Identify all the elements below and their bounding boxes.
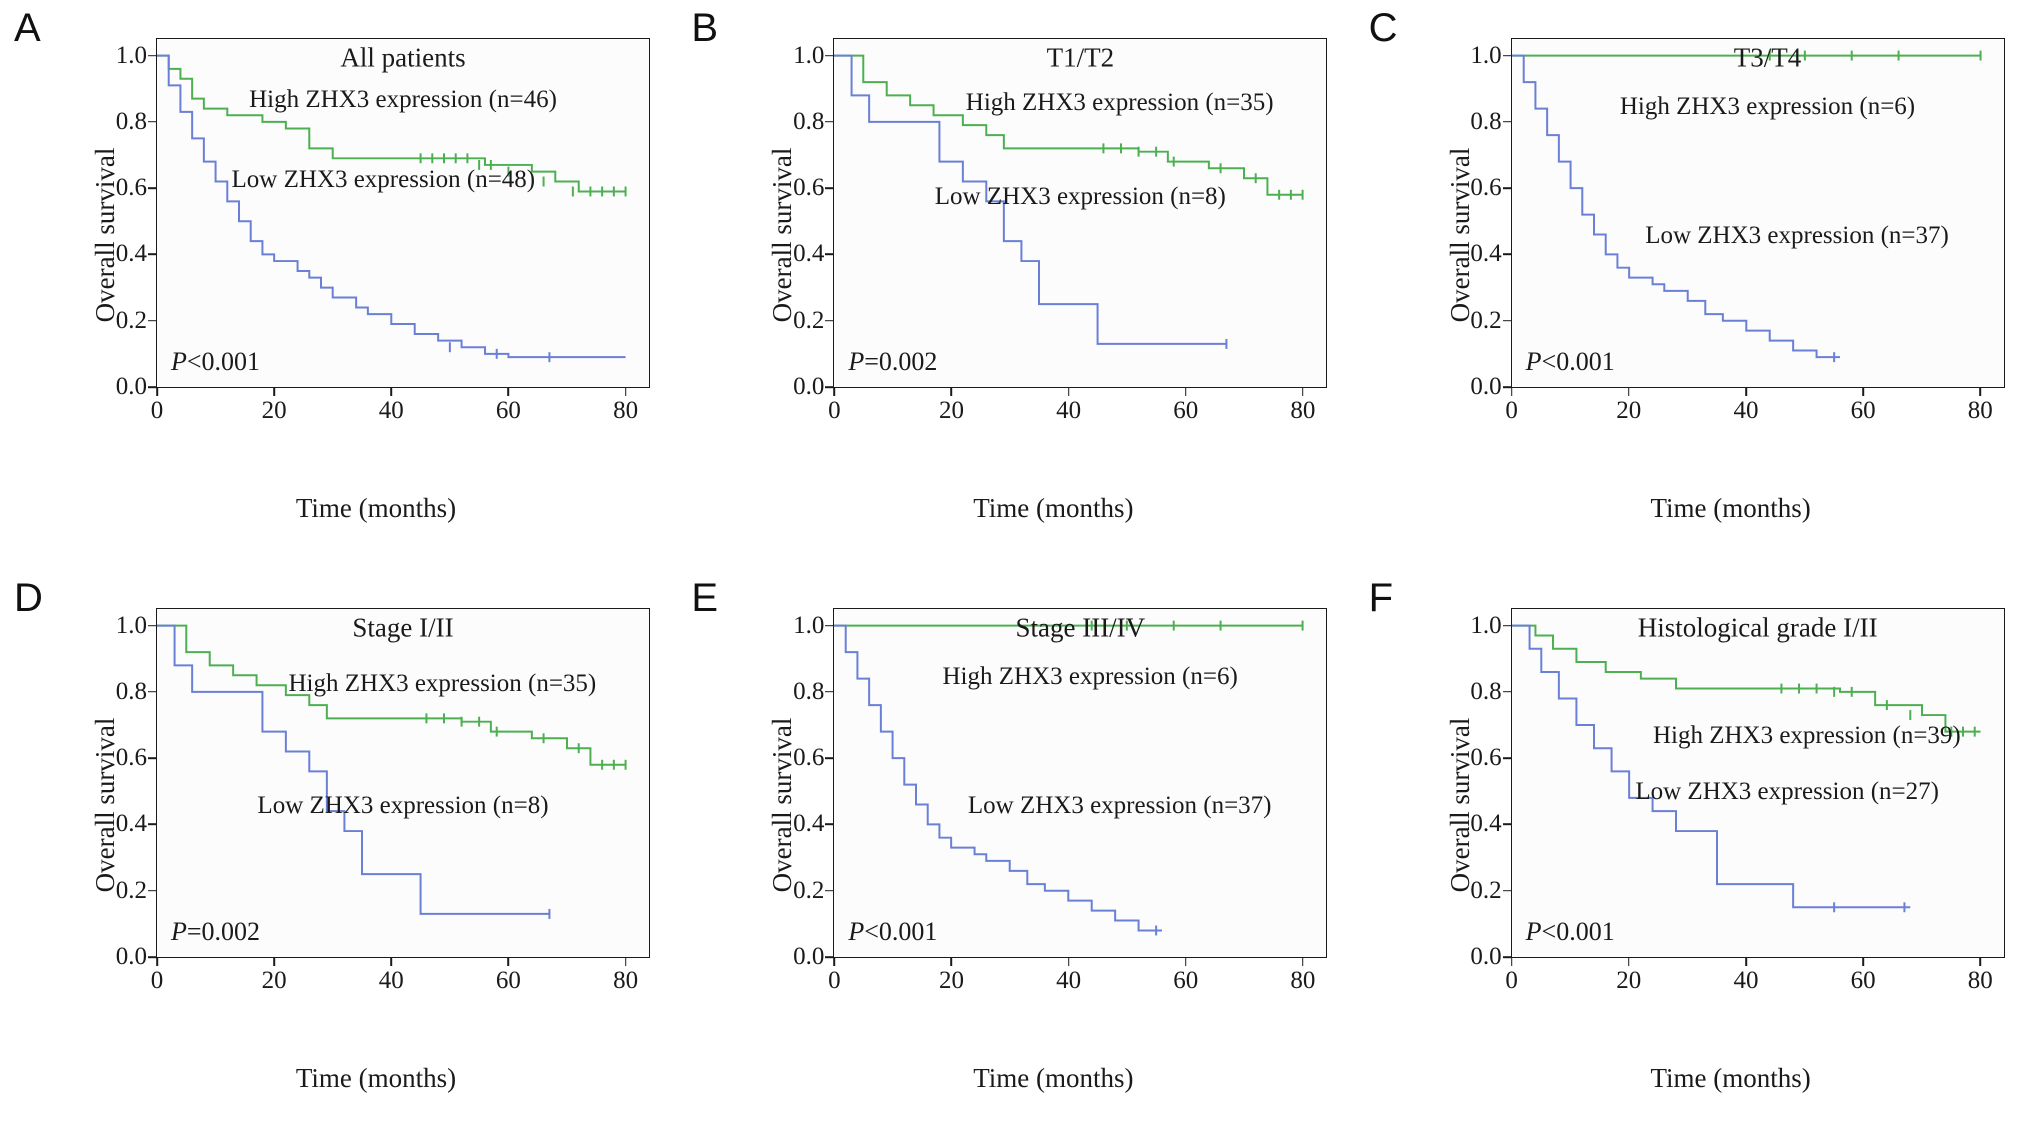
x-tick-mark bbox=[1628, 387, 1630, 396]
x-tick-mark bbox=[1628, 957, 1630, 966]
y-tick-mark bbox=[148, 757, 157, 759]
high-expression-label: High ZHX3 expression (n=46) bbox=[249, 85, 557, 113]
x-tick-label: 0 bbox=[1505, 397, 1518, 424]
plot-frame bbox=[1470, 608, 2005, 994]
x-tick-mark bbox=[951, 387, 953, 396]
plot-c bbox=[1444, 30, 2011, 523]
low-expression-label: Low ZHX3 expression (n=37) bbox=[967, 791, 1272, 819]
low-expression-curve bbox=[157, 626, 549, 914]
low-expression-label: Low ZHX3 expression (n=8) bbox=[934, 183, 1226, 211]
panel-title: Histological grade I/II bbox=[1637, 612, 1878, 643]
x-tick-label: 60 bbox=[495, 397, 521, 424]
y-tick-mark bbox=[825, 320, 834, 322]
y-tick-label: 0.6 bbox=[115, 174, 147, 202]
y-tick-label: 0.2 bbox=[115, 306, 147, 334]
y-tick-label: 0.6 bbox=[1470, 174, 1502, 202]
y-tick-mark bbox=[1503, 55, 1512, 57]
y-tick-label: 1.0 bbox=[115, 41, 147, 69]
panel-e bbox=[677, 570, 1354, 1140]
y-tick-label: 0.4 bbox=[1470, 240, 1502, 268]
plot-frame bbox=[115, 608, 650, 994]
x-tick-mark bbox=[156, 387, 158, 396]
y-tick-label: 0.8 bbox=[793, 677, 825, 705]
x-tick-mark bbox=[273, 387, 275, 396]
y-tick-label: 1.0 bbox=[1470, 41, 1502, 69]
y-tick-mark bbox=[825, 890, 834, 892]
x-tick-mark bbox=[1862, 387, 1864, 396]
plot-frame bbox=[1470, 38, 2005, 424]
panel-c bbox=[1355, 0, 2032, 570]
p-value-label: P=0.002 bbox=[848, 347, 938, 376]
y-tick-mark bbox=[148, 55, 157, 57]
x-tick-mark bbox=[508, 957, 510, 966]
x-tick-label: 40 bbox=[1056, 397, 1082, 424]
plot-b bbox=[767, 30, 1333, 523]
y-tick-mark bbox=[148, 187, 157, 189]
y-tick-mark bbox=[1503, 757, 1512, 759]
x-tick-mark bbox=[156, 957, 158, 966]
panel-letter-c: C bbox=[1368, 6, 1398, 50]
x-tick-label: 80 bbox=[1967, 397, 1993, 424]
x-tick-label: 0 bbox=[150, 397, 164, 424]
y-tick-label: 0.0 bbox=[115, 943, 147, 970]
y-tick-mark bbox=[825, 824, 834, 826]
panel-title: T1/T2 bbox=[1046, 42, 1115, 73]
panel-a bbox=[0, 0, 677, 570]
plot-frame bbox=[793, 38, 1327, 424]
x-tick-label: 60 bbox=[495, 967, 521, 994]
y-tick-label: 0.4 bbox=[793, 240, 825, 268]
y-tick-label: 0.2 bbox=[1470, 876, 1502, 904]
high-expression-curve bbox=[834, 56, 1303, 195]
y-axis-label: Overall survival bbox=[767, 717, 798, 893]
plot-a bbox=[89, 30, 656, 523]
plot-f bbox=[1444, 600, 2011, 1093]
low-expression-label: Low ZHX3 expression (n=8) bbox=[257, 791, 549, 819]
x-tick-label: 80 bbox=[1290, 397, 1316, 424]
panel-title: Stage I/II bbox=[352, 612, 454, 643]
low-expression-label: Low ZHX3 expression (n=27) bbox=[1635, 777, 1939, 805]
x-tick-label: 0 bbox=[828, 967, 841, 994]
panel-letter-f: F bbox=[1368, 576, 1394, 620]
p-value-label: P<0.001 bbox=[848, 917, 938, 946]
y-tick-label: 0.6 bbox=[793, 174, 825, 202]
y-tick-mark bbox=[825, 121, 834, 123]
x-tick-label: 0 bbox=[828, 397, 841, 424]
y-tick-label: 0.2 bbox=[1470, 306, 1502, 334]
high-expression-label: High ZHX3 expression (n=39) bbox=[1652, 722, 1961, 750]
x-tick-label: 40 bbox=[378, 967, 404, 994]
x-axis-label: Time (months) bbox=[973, 1063, 1134, 1093]
x-tick-mark bbox=[834, 387, 836, 396]
x-tick-mark bbox=[1185, 387, 1187, 396]
survival-curves bbox=[157, 609, 649, 957]
low-expression-label: Low ZHX3 expression (n=48) bbox=[231, 165, 536, 193]
y-tick-label: 0.6 bbox=[793, 744, 825, 772]
y-axis-label: Overall survival bbox=[89, 717, 120, 893]
x-tick-label: 20 bbox=[1616, 397, 1642, 424]
y-tick-mark bbox=[148, 625, 157, 627]
y-tick-mark bbox=[1503, 824, 1512, 826]
y-axis-label: Overall survival bbox=[89, 147, 120, 323]
y-tick-mark bbox=[825, 757, 834, 759]
p-value-label: P<0.001 bbox=[1525, 917, 1615, 946]
y-tick-label: 0.0 bbox=[1470, 943, 1502, 970]
x-tick-mark bbox=[508, 387, 510, 396]
x-tick-mark bbox=[1068, 957, 1070, 966]
x-tick-mark bbox=[1185, 957, 1187, 966]
x-tick-mark bbox=[1979, 387, 1981, 396]
y-tick-label: 0.0 bbox=[1470, 373, 1502, 400]
high-expression-label: High ZHX3 expression (n=6) bbox=[1619, 92, 1916, 120]
x-tick-mark bbox=[834, 957, 836, 966]
x-tick-label: 40 bbox=[1056, 967, 1082, 994]
x-tick-label: 80 bbox=[613, 967, 639, 994]
x-tick-mark bbox=[951, 957, 953, 966]
y-tick-mark bbox=[148, 320, 157, 322]
survival-curves bbox=[1512, 39, 2004, 387]
x-axis-label: Time (months) bbox=[973, 493, 1134, 523]
panel-title: Stage III/IV bbox=[1015, 612, 1146, 643]
y-tick-label: 0.2 bbox=[115, 876, 147, 904]
survival-curves bbox=[834, 609, 1326, 957]
p-value-label: P=0.002 bbox=[171, 917, 261, 946]
x-tick-mark bbox=[625, 957, 627, 966]
x-tick-label: 20 bbox=[938, 397, 964, 424]
y-tick-label: 0.8 bbox=[1470, 107, 1502, 135]
y-tick-label: 0.6 bbox=[1470, 744, 1502, 772]
panel-b bbox=[677, 0, 1354, 570]
low-expression-label: Low ZHX3 expression (n=37) bbox=[1645, 221, 1949, 249]
panel-title: T3/T4 bbox=[1733, 42, 1802, 73]
panel-letter-a: A bbox=[14, 6, 41, 50]
x-axis-label: Time (months) bbox=[1650, 1063, 1811, 1093]
plot-frame bbox=[115, 38, 650, 424]
panel-letter-e: E bbox=[691, 576, 719, 620]
plot-e bbox=[767, 600, 1333, 1093]
panel-d bbox=[0, 570, 677, 1140]
y-axis-label: Overall survival bbox=[1444, 717, 1475, 893]
y-tick-mark bbox=[1503, 691, 1512, 693]
x-axis-label: Time (months) bbox=[295, 493, 457, 523]
y-tick-label: 0.0 bbox=[115, 373, 147, 400]
x-tick-mark bbox=[1511, 387, 1513, 396]
x-tick-label: 40 bbox=[1733, 397, 1759, 424]
y-tick-label: 0.4 bbox=[793, 810, 825, 838]
y-tick-mark bbox=[825, 254, 834, 256]
high-expression-label: High ZHX3 expression (n=35) bbox=[965, 89, 1274, 117]
x-tick-label: 0 bbox=[1505, 967, 1518, 994]
p-value-label: P<0.001 bbox=[171, 347, 261, 376]
x-tick-label: 20 bbox=[261, 967, 287, 994]
x-axis-label: Time (months) bbox=[1650, 493, 1811, 523]
x-tick-label: 60 bbox=[1173, 967, 1199, 994]
x-tick-label: 20 bbox=[261, 397, 287, 424]
y-tick-label: 1.0 bbox=[793, 611, 825, 639]
y-tick-mark bbox=[1503, 625, 1512, 627]
y-tick-label: 1.0 bbox=[793, 41, 825, 69]
x-tick-mark bbox=[1862, 957, 1864, 966]
y-tick-mark bbox=[148, 254, 157, 256]
y-tick-label: 0.8 bbox=[115, 107, 147, 135]
x-tick-mark bbox=[1979, 957, 1981, 966]
plot-d bbox=[89, 600, 656, 1093]
x-tick-label: 80 bbox=[613, 397, 639, 424]
y-tick-mark bbox=[1503, 890, 1512, 892]
high-expression-label: High ZHX3 expression (n=6) bbox=[942, 662, 1238, 690]
x-tick-label: 20 bbox=[938, 967, 964, 994]
y-axis-label: Overall survival bbox=[767, 147, 798, 323]
y-tick-label: 0.4 bbox=[115, 810, 147, 838]
low-expression-curve bbox=[1512, 626, 1910, 908]
x-tick-label: 20 bbox=[1616, 967, 1642, 994]
panel-letter-b: B bbox=[691, 6, 719, 50]
x-tick-mark bbox=[625, 387, 627, 396]
x-tick-label: 60 bbox=[1173, 397, 1199, 424]
y-axis-label: Overall survival bbox=[1444, 147, 1475, 323]
x-tick-mark bbox=[273, 957, 275, 966]
x-axis-label: Time (months) bbox=[295, 1063, 457, 1093]
p-value-label: P<0.001 bbox=[1525, 347, 1615, 376]
y-tick-mark bbox=[825, 55, 834, 57]
x-tick-label: 80 bbox=[1967, 967, 1993, 994]
y-tick-label: 0.8 bbox=[1470, 677, 1502, 705]
x-tick-label: 40 bbox=[1733, 967, 1759, 994]
y-tick-label: 0.0 bbox=[793, 943, 825, 970]
panel-title: All patients bbox=[340, 42, 466, 73]
y-tick-mark bbox=[148, 691, 157, 693]
y-tick-mark bbox=[148, 824, 157, 826]
panel-letter-d: D bbox=[14, 576, 43, 620]
x-tick-label: 60 bbox=[1850, 967, 1876, 994]
y-tick-label: 0.8 bbox=[115, 677, 147, 705]
y-tick-mark bbox=[1503, 254, 1512, 256]
x-tick-mark bbox=[390, 387, 392, 396]
x-tick-label: 80 bbox=[1290, 967, 1316, 994]
panel-f bbox=[1355, 570, 2032, 1140]
high-expression-label: High ZHX3 expression (n=35) bbox=[288, 669, 597, 697]
y-tick-mark bbox=[825, 187, 834, 189]
y-tick-label: 1.0 bbox=[1470, 611, 1502, 639]
y-tick-mark bbox=[148, 121, 157, 123]
y-tick-mark bbox=[1503, 320, 1512, 322]
x-tick-label: 0 bbox=[150, 967, 164, 994]
y-tick-label: 0.6 bbox=[115, 744, 147, 772]
plot-frame bbox=[793, 608, 1327, 994]
y-tick-label: 0.4 bbox=[115, 240, 147, 268]
y-tick-mark bbox=[1503, 121, 1512, 123]
y-tick-mark bbox=[148, 890, 157, 892]
x-tick-mark bbox=[1745, 387, 1747, 396]
x-tick-mark bbox=[390, 957, 392, 966]
x-tick-mark bbox=[1068, 387, 1070, 396]
y-tick-label: 0.4 bbox=[1470, 810, 1502, 838]
y-tick-mark bbox=[825, 691, 834, 693]
x-tick-mark bbox=[1302, 387, 1304, 396]
y-tick-label: 1.0 bbox=[115, 611, 147, 639]
x-tick-label: 60 bbox=[1850, 397, 1876, 424]
x-tick-mark bbox=[1511, 957, 1513, 966]
x-tick-mark bbox=[1745, 957, 1747, 966]
y-tick-label: 0.0 bbox=[793, 373, 825, 400]
y-tick-label: 0.2 bbox=[793, 306, 825, 334]
y-tick-mark bbox=[825, 625, 834, 627]
y-tick-label: 0.2 bbox=[793, 876, 825, 904]
y-tick-label: 0.8 bbox=[793, 107, 825, 135]
x-tick-mark bbox=[1302, 957, 1304, 966]
y-tick-mark bbox=[1503, 187, 1512, 189]
x-tick-label: 40 bbox=[378, 397, 404, 424]
